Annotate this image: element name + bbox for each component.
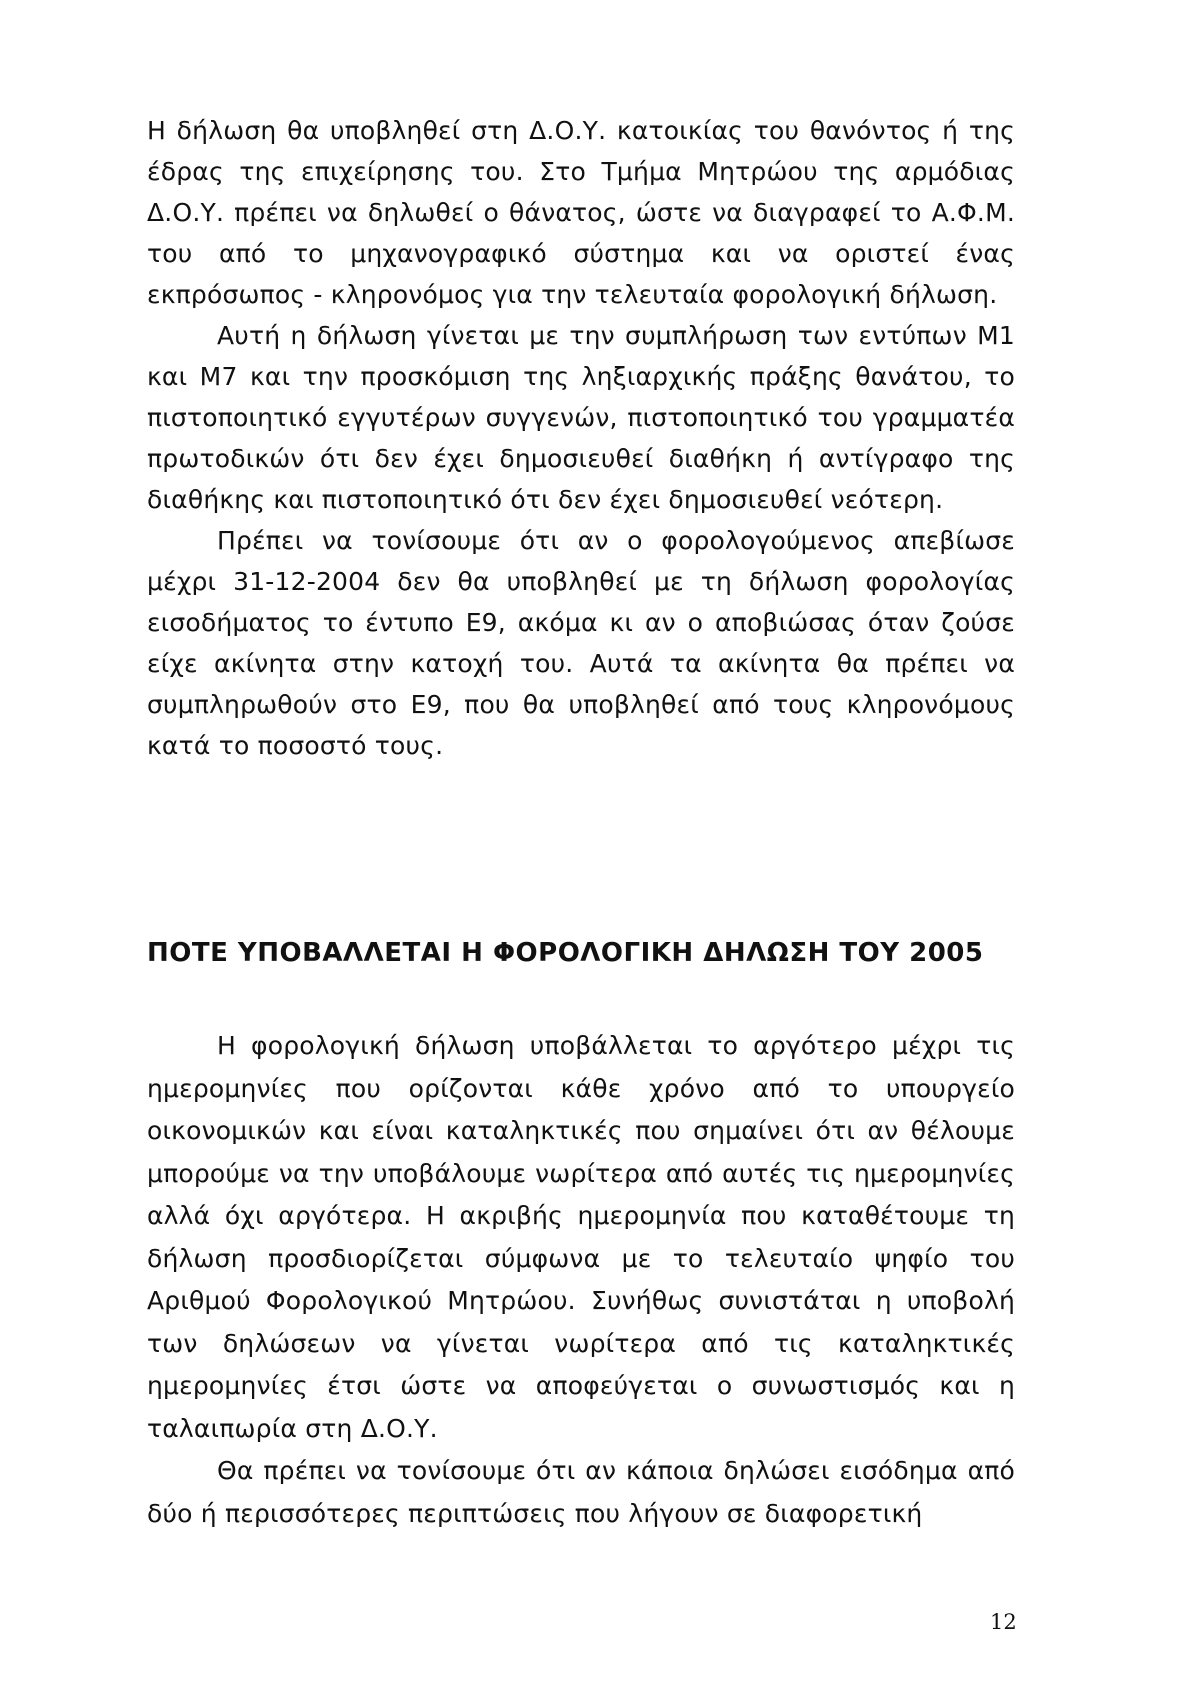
- section-heading: ΠΟΤΕ ΥΠΟΒΑΛΛΕΤΑΙ Η ΦΟΡΟΛΟΓΙΚΗ ΔΗΛΩΣΗ ΤΟΥ 2005: [147, 938, 984, 968]
- paragraph-required-forms: Αυτή η δήλωση γίνεται με την συμπλήρωση των εντύπων Μ1 και Μ7 και την προσκόμιση της ληξιαρχικής πράξης θανάτου, το πιστοποιητικό εγγυτέρων συγγενών, πιστοποιητικό του γραμματέα πρωτοδικών ότι δεν έχει δημοσιευθεί διαθήκη ή αντίγραφο της διαθήκης και πιστοποιητικό ότι δεν έχει δημοσιευθεί νεότερη.: [147, 321, 1015, 514]
- document-body-top: [147, 110, 1015, 766]
- paragraph-multiple-income: Θα πρέπει να τονίσουμε ότι αν κάποια δηλώσει εισόδημα από δύο ή περισσότερες περιπτώσεις που λήγουν σε διαφορετική: [147, 1456, 1015, 1528]
- document-body-bottom: [147, 1025, 1015, 1535]
- paragraph-deadlines: Η φορολογική δήλωση υποβάλλεται το αργότερο μέχρι τις ημερομηνίες που ορίζονται κάθε χρόνο από το υπουργείο οικονομικών και είναι καταληκτικές που σημαίνει ότι αν θέλουμε μπορούμε να την υποβάλουμε νωρίτερα από αυτές τις ημερομηνίες αλλά όχι αργότερα. Η ακριβής ημερομηνία που καταθέτουμε τη δήλωση προσδιορίζεται σύμφωνα με το τελευταίο ψηφίο του Αριθμού Φορολογικού Μητρώου. Συνήθως συνιστάται η υποβολή των δηλώσεων να γίνεται νωρίτερα από τις καταληκτικές ημερομηνίες έτσι ώστε να αποφεύγεται ο συνωστισμός και η ταλαιπωρία στη Δ.Ο.Υ.: [147, 1031, 1015, 1443]
- page-number: 12: [990, 1610, 1017, 1634]
- paragraph-filing-location: Η δήλωση θα υποβληθεί στη Δ.Ο.Υ. κατοικίας του θανόντος ή της έδρας της επιχείρησης του. Στο Τμήμα Μητρώου της αρμόδιας Δ.Ο.Υ. πρέπει να δηλωθεί ο θάνατος, ώστε να διαγραφεί το Α.Φ.Μ. του από το μηχανογραφικό σύστημα και να οριστεί ένας εκπρόσωπος - κληρονόμος για την τελευταία φορολογική δήλωση.: [147, 116, 1015, 309]
- paragraph-e9-note: Πρέπει να τονίσουμε ότι αν ο φορολογούμενος απεβίωσε μέχρι 31-12-2004 δεν θα υποβληθεί με τη δήλωση φορολογίας εισοδήματος το έντυπο Ε9, ακόμα κι αν ο αποβιώσας όταν ζούσε είχε ακίνητα στην κατοχή του. Αυτά τα ακίνητα θα πρέπει να συμπληρωθούν στο Ε9, που θα υποβληθεί από τους κληρονόμους κατά το ποσοστό τους.: [147, 526, 1015, 760]
